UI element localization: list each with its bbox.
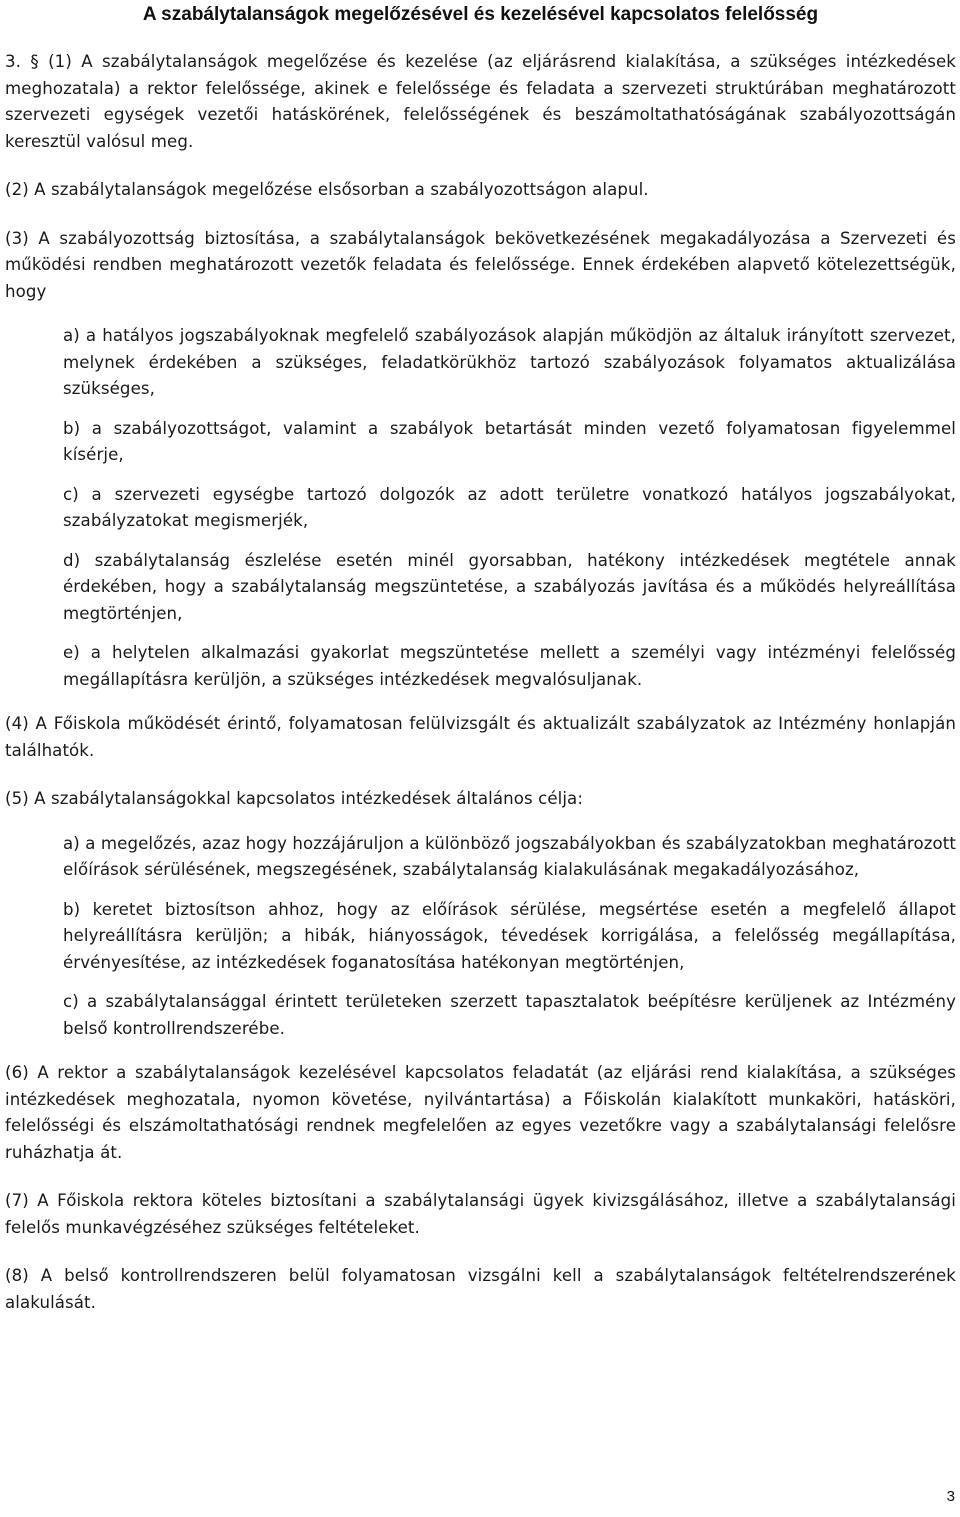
paragraph-5-list bbox=[5, 831, 956, 1043]
paragraph-3: (3) A szabályozottság biztosítása, a szabálytalanságok bekövetkezésének megakadályozása a Szervezeti és működési rendben meghatározott vezetők feladata és felelőssége. Ennek érdekében alapvető kötelezettségük, hogy bbox=[5, 228, 956, 301]
paragraph-7: (7) A Főiskola rektora köteles biztosítani a szabálytalansági ügyek kivizsgálásához, illetve a szabálytalansági felelős munkavégzéséhez szükséges feltételeket. bbox=[5, 1191, 956, 1237]
list-item: b) keretet biztosítson ahhoz, hogy az előírások sérülése, megsértése esetén a megfelelő állapot helyreállításra kerüljön; a hibák, hiányosságok, tévedések korrigálása, a felelősség megállapítása, érvényesítése, az intézkedések foganatosítása hatékonyan megtörténjen, bbox=[63, 899, 956, 972]
page-number: 3 bbox=[946, 1488, 955, 1505]
list-item: a) a megelőzés, azaz hogy hozzájáruljon a különböző jogszabályokban és szabályzatokban meghatározott előírások sérülésének, megszegésének, szabálytalanság kialakulásának megakadályozásához, bbox=[63, 833, 956, 879]
paragraph-1: 3. § (1) A szabálytalanságok megelőzése és kezelése (az eljárásrend kialakítása, a szükséges intézkedések meghozatala) a rektor felelőssége, akinek e felelőssége és feladata a szervezeti struktúrában meghatározott szervezeti egységek vezetői hatáskörének, felelősségének és beszámoltathatóságának szabályozottságán keresztül valósul meg. bbox=[5, 52, 956, 151]
list-item: e) a helytelen alkalmazási gyakorlat megszüntetése mellett a személyi vagy intézményi felelősség megállapításra kerüljön, a szükséges intézkedések megvalósuljanak. bbox=[63, 643, 956, 689]
paragraph-4: (4) A Főiskola működését érintő, folyamatosan felülvizsgált és aktualizált szabályzatok az Intézmény honlapján találhatók. bbox=[5, 714, 956, 760]
paragraph-8: (8) A belső kontrollrendszeren belül folyamatosan vizsgálni kell a szabálytalanságok feltételrendszerének alakulását. bbox=[5, 1266, 956, 1312]
list-item: c) a szervezeti egységbe tartozó dolgozók az adott területre vonatkozó hatályos jogszabályokat, szabályzatokat megismerjék, bbox=[63, 484, 956, 530]
paragraph-2: (2) A szabálytalanságok megelőzése elsősorban a szabályozottságon alapul. bbox=[5, 180, 649, 199]
paragraph-3-list bbox=[5, 323, 956, 693]
list-item: d) szabálytalanság észlelése esetén minél gyorsabban, hatékony intézkedések megtétele annak érdekében, hogy a szabálytalanság megszüntetése, a szabályozás javítása és a működés helyreállítása megtörténjen, bbox=[63, 550, 956, 623]
document-title: A szabálytalanságok megelőzésével és kezelésével kapcsolatos felelősség bbox=[142, 4, 819, 25]
list-item: b) a szabályozottságot, valamint a szabályok betartását minden vezető folyamatosan figyelemmel kísérje, bbox=[63, 418, 956, 464]
list-item: c) a szabálytalansággal érintett területeken szerzett tapasztalatok beépítésre kerüljenek az Intézmény belső kontrollrendszerébe. bbox=[63, 992, 956, 1038]
paragraph-6: (6) A rektor a szabálytalanságok kezelésével kapcsolatos feladatát (az eljárási rend kialakítása, a szükséges intézkedések meghozatala, nyomon követése, nyilvántartása) a Főiskolán kialakított munkaköri, hatásköri, felelősségi és elszámoltathatósági rendnek megfelelően az egyes vezetőkre vagy a szabálytalansági felelősre ruházhatja át. bbox=[5, 1063, 956, 1162]
paragraph-5: (5) A szabálytalanságokkal kapcsolatos intézkedések általános célja: bbox=[5, 789, 584, 808]
list-item: a) a hatályos jogszabályoknak megfelelő szabályozások alapján működjön az általuk irányított szervezet, melynek érdekében a szükséges, feladatkörükhöz tartozó szabályozások folyamatos aktualizálása szükséges, bbox=[63, 326, 956, 398]
document-page bbox=[5, 0, 956, 1316]
